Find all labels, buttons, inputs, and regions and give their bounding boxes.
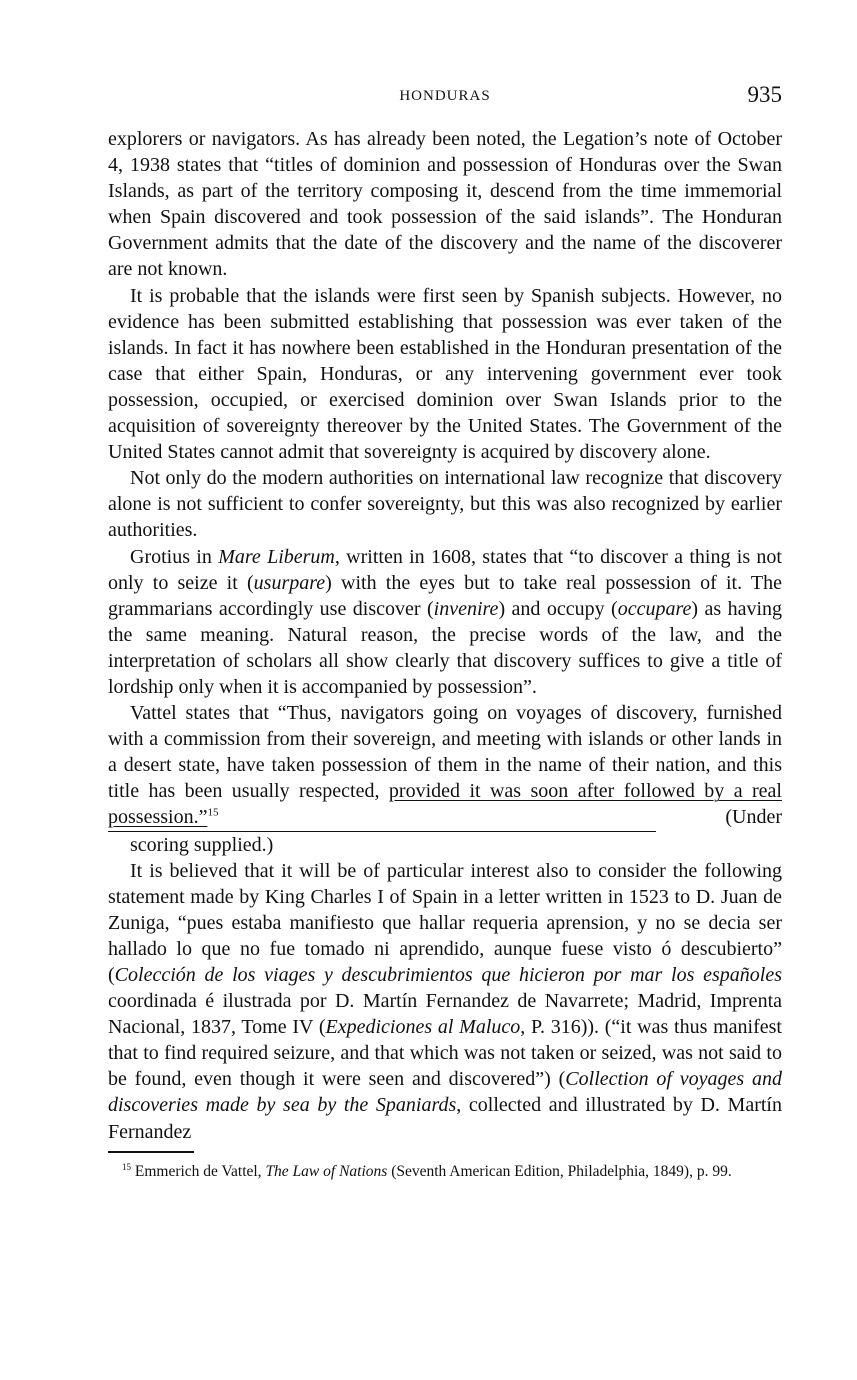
footnote-text-c: (Seventh American Edition, Philadelphia, 1849), p. 99.	[387, 1162, 732, 1180]
paragraph-4-italic-mare-liberum: Mare Liberum	[218, 545, 335, 568]
paragraph-6	[108, 858, 782, 1145]
footnote-text-a: Emmerich de Vattel,	[131, 1162, 266, 1180]
paragraph-5-scoring-note: scoring supplied.)	[108, 831, 656, 858]
paragraph-6-text-c: coordinada é ilustrada por D. Martín Fernandez de Navarrete; Madrid, Imprenta Nacional, 1837, Tome IV (	[108, 990, 782, 1039]
running-header	[108, 82, 782, 112]
footnote-number: 15	[122, 1161, 131, 1172]
paragraph-2: It is probable that the islands were first seen by Spanish subjects. However, no evidence has been submitted establishing that possession was ever taken of the islands. In fact it has nowhere been established in the Honduran presentation of the case that either Spain, Honduras, or any intervening government ever took possession, occupied, or exercised dominion over Swan Islands prior to the acquisition of sovereignty thereover by the United States. The Government of the United States cannot admit that sovereignty is acquired by discovery alone.	[108, 284, 782, 464]
paragraph-6-text-a: It is believed that it will be of particular interest also to consider the following statement made by King Charles I of Spain in a letter written in 1523 to D. Juan de Zuniga, “pues estaba manifiesto que hallar requeria aprension, y no se decia ser hallado lo que no fue tomado ni aprendido, aunque fuese visto ó descubierto” (	[108, 859, 782, 986]
footnote-divider	[108, 1151, 194, 1153]
paragraph-4-text-a: Grotius in	[130, 545, 219, 568]
paragraph-6-text-g: , collected and illustrated by D. Martín Fernandez	[108, 1094, 782, 1143]
paragraph-4-text-c: , written in 1608, states that “to discover a thing is not only to seize it (	[108, 545, 782, 594]
paragraph-6-text-e: , P. 316)). (“it was thus manifest that to find required seizure, and that which was not taken or seized, was not said to be found, even though it were seen and discovered”) (	[108, 1016, 782, 1091]
paragraph-4-text-e: ) with the eyes but to take real possession of it. The grammarians accordingly use discover (	[108, 571, 783, 620]
footnote-15	[108, 1163, 782, 1180]
paragraph-5-underscored-quote: provided it was soon after followed by a real possession.”	[108, 780, 782, 829]
paragraph-6-italic-expediciones: Expediciones al Maluco	[325, 1016, 521, 1039]
paragraph-1: explorers or navigators. As has already been noted, the Legation’s note of October 4, 1938 states that “titles of dominion and possession of Honduras over the Swan Islands, as part of the territory composing it, descend from the time immemorial when Spain discovered and took possession of the said islands”. The Honduran Government admits that the date of the discovery and the name of the discoverer are not known.	[108, 128, 782, 281]
paragraph-4	[108, 544, 782, 701]
paragraph-4-italic-invenire: invenire	[433, 597, 499, 620]
paragraph-4-italic-usurpare: usurpare	[253, 571, 326, 594]
footnote-reference: 15	[207, 806, 219, 819]
page-number: 935	[747, 82, 782, 107]
footnote-italic-title: The Law of Nations	[265, 1162, 388, 1180]
paragraph-4-text-i: ) as having the same meaning. Natural reason, the precise words of the law, and the interpretation of scholars all show clearly that discovery suffices to give a title of lordship only when it is accompanied by possession”.	[108, 597, 783, 698]
paragraph-6-italic-collection: Collection of voyages and discoveries made by sea by the Spaniards	[108, 1068, 782, 1117]
paragraph-5-text-c: (Under	[218, 806, 782, 829]
document-page	[108, 82, 782, 1180]
paragraph-5	[108, 700, 782, 858]
running-title: HONDURAS	[399, 88, 491, 104]
body-text	[108, 126, 782, 1145]
paragraph-4-italic-occupare: occupare	[617, 597, 692, 620]
paragraph-4-text-g: ) and occupy (	[498, 597, 618, 620]
paragraph-6-italic-coleccion: Colección de los viages y descubrimientos que hicieron por mar los españoles	[114, 964, 782, 986]
paragraph-3: Not only do the modern authorities on international law recognize that discovery alone is not sufficient to confer sovereignty, but this was also recognized by earlier authorities.	[108, 467, 782, 542]
paragraph-5-text-a: Vattel states that “Thus, navigators going on voyages of discovery, furnished with a commission from their sovereign, and meeting with islands or other lands in a desert state, have taken possession of them in the name of their nation, and this title has been usually respected,	[108, 702, 782, 803]
